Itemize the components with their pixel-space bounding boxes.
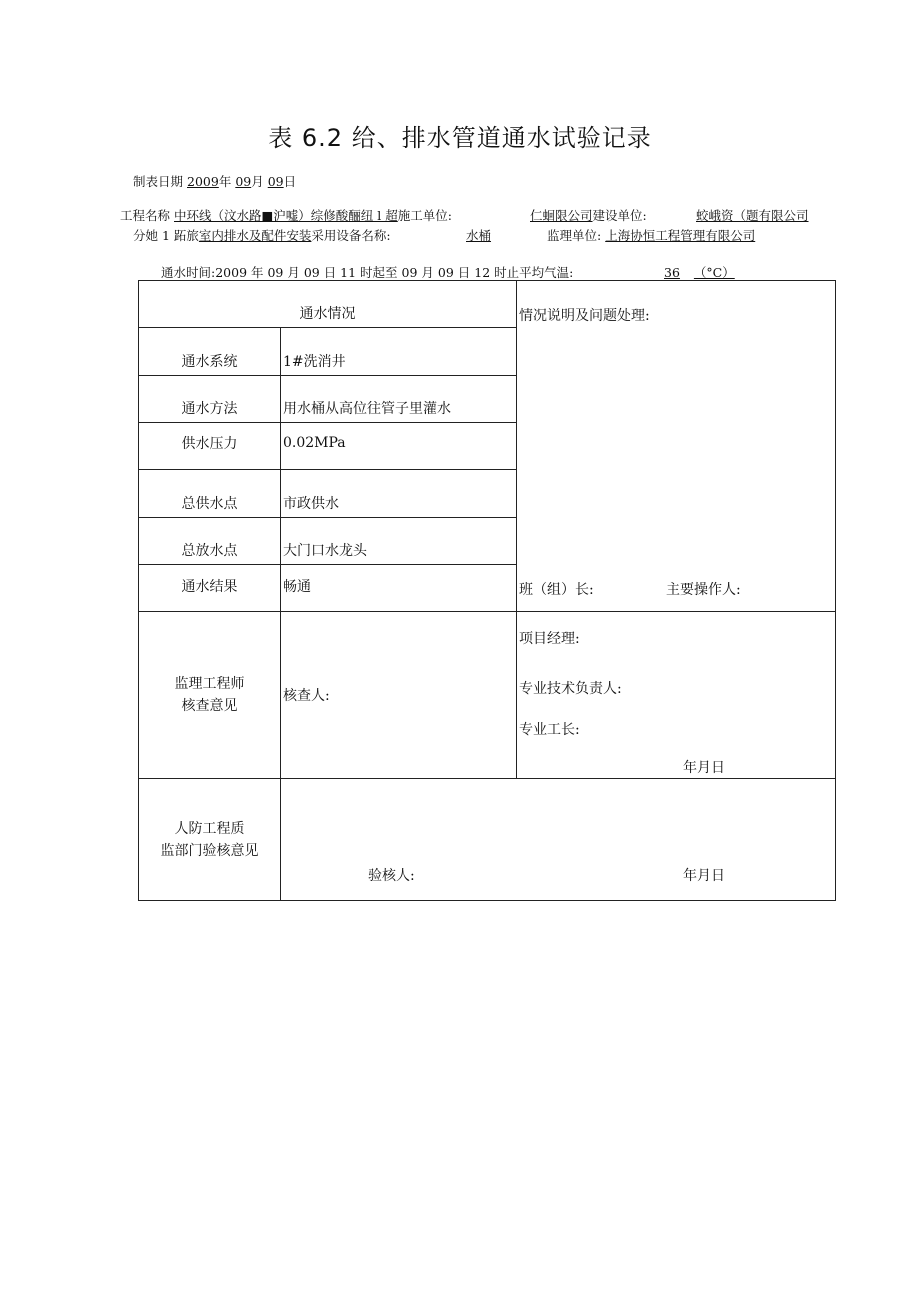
notes-title: 情况说明及问题处理: [519, 308, 650, 324]
row-label: 通水结果 [139, 564, 281, 611]
time-value: 2009 年 09 月 09 日 11 时起至 09 月 09 日 12 时止 [215, 265, 520, 280]
header-status: 通水情况 [139, 281, 517, 328]
civil-defense-label-cell [139, 779, 281, 901]
row-value: 1#洗消井 [281, 328, 517, 376]
row-value: 大门口水龙头 [281, 517, 517, 564]
checker-cell [281, 612, 517, 779]
subproject-field [133, 226, 391, 244]
project-manager-label: 项目经理: [519, 631, 580, 647]
supervision-label-cell [139, 612, 281, 779]
builder-unit-field [696, 206, 809, 224]
row-value: 0.02MPa [281, 423, 517, 469]
supervision-label-line-1: 监理工程师 [174, 676, 245, 692]
date-month: 09 [235, 174, 252, 189]
temp-field [664, 263, 735, 281]
time-label: 通水时间: [161, 265, 216, 280]
project-name-field [120, 206, 452, 224]
signature-cell [517, 612, 836, 779]
row-label: 通水系统 [139, 328, 281, 376]
temp-label: 平均气温: [519, 265, 574, 280]
page-title: 表 6.2 给、排水管道通水试验记录 [268, 124, 652, 152]
project-value: 中环线（汶水路■沪嘘）综修酸酾纽 l 超 [174, 208, 398, 223]
builder-value: 蛟峨资（题有限公司 [696, 208, 809, 223]
row-label: 通水方法 [139, 376, 281, 423]
project-label: 工程名称 [120, 208, 171, 223]
notes-cell [517, 281, 836, 612]
civil-defense-row [139, 779, 836, 901]
verifier-label: 验核人: [368, 868, 415, 884]
foreman-label: 专业工长: [519, 722, 580, 738]
supervisor-label: 监理单位: [547, 228, 602, 243]
equipment-label: 采用设备名称: [311, 228, 391, 243]
temp-unit: （°C） [693, 265, 735, 280]
team-leader-label: 班（组）长: [519, 582, 594, 598]
row-label: 总放水点 [139, 517, 281, 564]
date-year: 2009 [187, 174, 219, 189]
verification-date: 年月日 [683, 868, 725, 884]
verification-cell [281, 779, 836, 901]
supervisor-field [547, 226, 755, 244]
tech-lead-label: 专业技术负责人: [519, 681, 622, 697]
temp-value: 36 [664, 265, 680, 280]
equipment-field [466, 226, 491, 244]
construction-label: 施工单位: [397, 208, 452, 223]
time-field [161, 263, 573, 281]
row-label: 总供水点 [139, 469, 281, 517]
construction-unit-field [530, 206, 647, 224]
date-year-unit: 年 [218, 174, 232, 189]
supervision-row [139, 612, 836, 779]
row-value: 市政供水 [281, 469, 517, 517]
water-test-record-table [138, 280, 836, 901]
civil-defense-label-line-1: 人防工程质 [174, 820, 245, 837]
construction-value: 仁蛔限公司 [530, 208, 593, 223]
date-month-unit: 月 [251, 174, 264, 189]
signature-date: 年月日 [683, 760, 725, 776]
date-line [133, 172, 296, 190]
subproject-label: 分她 1 跖旅 [133, 228, 199, 243]
checker-label: 核查人: [283, 688, 330, 704]
equipment-value: 水桶 [466, 228, 492, 243]
table-header-row [139, 281, 836, 328]
row-value: 畅通 [281, 564, 517, 611]
row-value: 用水桶从高位往管子里灌水 [281, 376, 517, 423]
main-operator-label: 主要操作人: [666, 582, 741, 598]
date-day: 09 [267, 174, 284, 189]
date-day-unit: 日 [283, 174, 297, 189]
civil-defense-label-line-2: 监部门验核意见 [160, 842, 259, 859]
date-prefix: 制表日期 [133, 174, 184, 189]
supervision-label-line-2: 核查意见 [181, 698, 238, 714]
supervisor-value: 上海协恒工程管理有限公司 [605, 228, 756, 243]
subproject-value: 室内排水及配件安装 [198, 228, 312, 243]
row-label: 供水压力 [139, 423, 281, 469]
builder-label: 建设单位: [592, 208, 647, 223]
